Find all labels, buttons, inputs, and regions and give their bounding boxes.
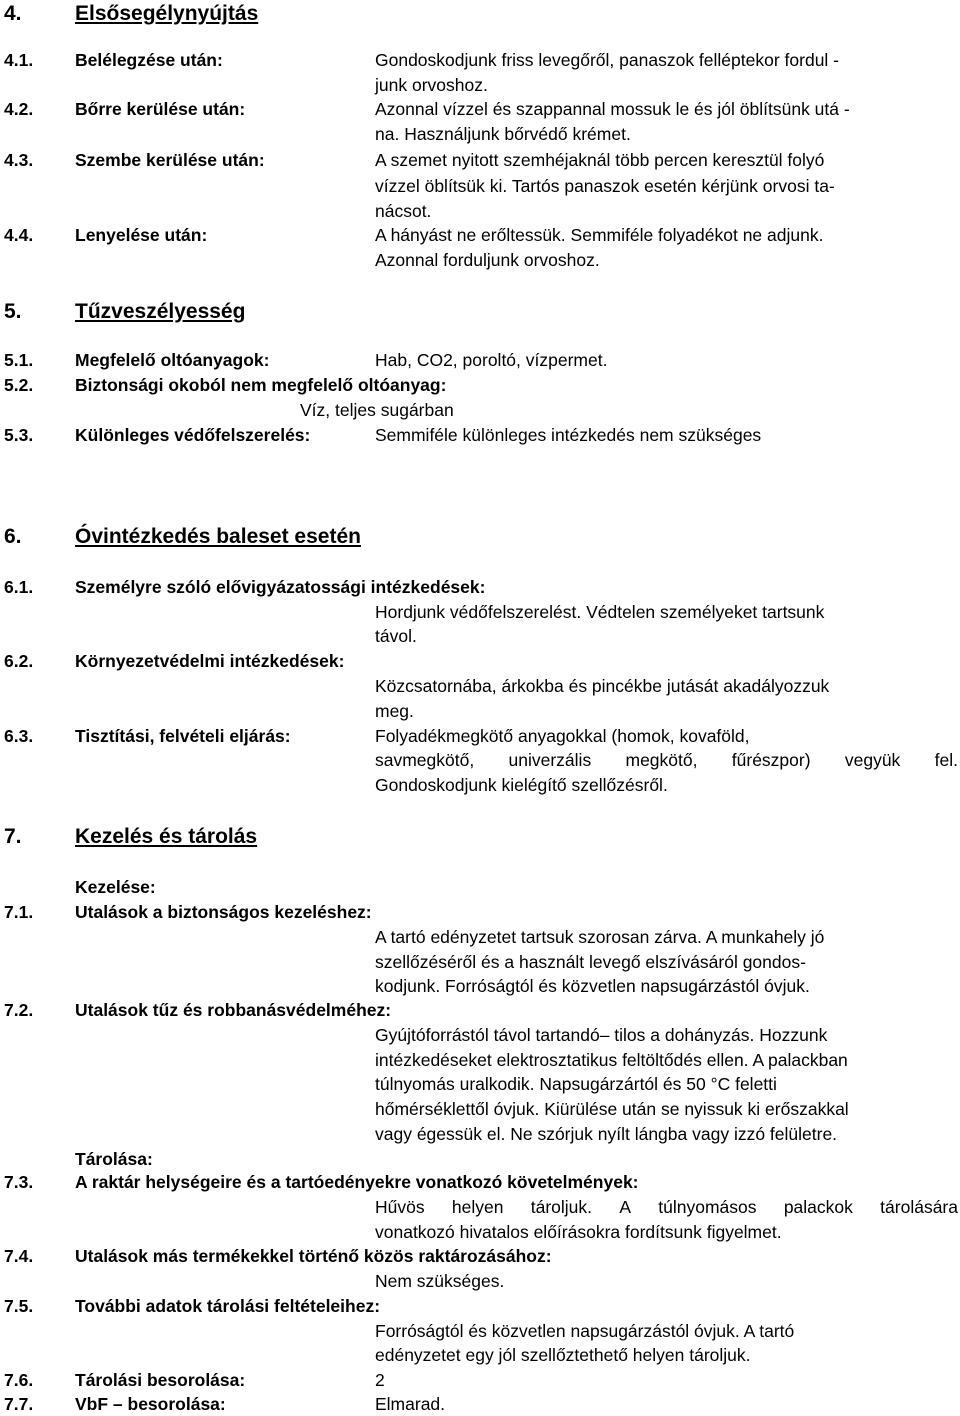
item-7-4-label: Utalások más termékekkel történő közös raktározásához:	[75, 1246, 552, 1266]
item-6-2-label: Környezetvédelmi intézkedések:	[75, 651, 345, 671]
section-5-number: 5.	[4, 300, 22, 323]
item-4-3-label: Szembe kerülése után:	[75, 150, 265, 170]
item-6-3-text-line: Folyadékmegkötő anyagokkal (homok, kovaföld,	[375, 726, 750, 746]
item-6-3-number: 6.3.	[4, 726, 34, 746]
item-6-1-text-line: Hordjunk védőfelszerelést. Védtelen személyeket tartsunk	[375, 602, 825, 622]
item-6-2-text-line: meg.	[375, 701, 414, 721]
item-5-3-number: 5.3.	[4, 425, 34, 445]
item-5-1-number: 5.1.	[4, 350, 34, 370]
item-7-3-label: A raktár helységeire és a tartóedényekre vonatkozó követelmények:	[75, 1172, 639, 1192]
item-6-1-text-line: távol.	[375, 626, 417, 646]
section-7-title: Kezelés és tárolás	[75, 825, 258, 848]
item-7-6-value: 2	[375, 1370, 385, 1390]
item-7-2-text-line: vagy égessük el. Ne szórjuk nyílt lángba vagy izzó felületre.	[375, 1124, 838, 1144]
section-4-title: Elsősegélynyújtás	[75, 2, 259, 25]
item-7-3-text-line: Hűvös helyen tároljuk. A túlnyomásos palackok tárolására	[375, 1197, 958, 1217]
item-5-1-label: Megfelelő oltóanyagok:	[75, 350, 270, 370]
item-7-5-text-line: edényzetet egy jól szellőztethető helyen tároljuk.	[375, 1345, 751, 1365]
item-6-1-label: Személyre szóló elővigyázatossági intézkedések:	[75, 577, 486, 597]
item-4-4-text-line: A hányást ne erőltessük. Semmiféle folyadékot ne adjunk.	[375, 225, 824, 245]
item-7-3-text-line: vonatkozó hivatalos előírásokra fordítsunk figyelmet.	[375, 1222, 782, 1242]
item-5-2-text: Víz, teljes sugárban	[300, 400, 454, 420]
item-4-4-label: Lenyelése után:	[75, 225, 208, 245]
item-7-1-number: 7.1.	[4, 902, 34, 922]
item-7-6-number: 7.6.	[4, 1370, 34, 1390]
subsection-handling-heading: Kezelése:	[75, 877, 156, 897]
item-6-3-text-line: savmegkötő, univerzális megkötő, fűrészpor) vegyük fel.	[375, 750, 958, 770]
section-5-title: Tűzveszélyesség	[75, 300, 246, 323]
subsection-storage-heading: Tárolása:	[75, 1149, 153, 1169]
item-7-5-text-line: Forróságtól és közvetlen napsugárzástól óvjuk. A tartó	[375, 1321, 795, 1341]
item-5-1-text: Hab, CO2, poroltó, vízpermet.	[375, 350, 608, 370]
section-6-title: Óvintézkedés baleset esetén	[75, 525, 361, 548]
item-7-7-label: VbF – besorolása:	[75, 1394, 226, 1414]
item-6-3-label: Tisztítási, felvételi eljárás:	[75, 726, 291, 746]
item-4-1-text-line: junk orvoshoz.	[375, 75, 488, 95]
item-5-3-label: Különleges védőfelszerelés:	[75, 425, 311, 445]
item-7-2-text-line: intézkedéseket elektrosztatikus feltöltődés ellen. A palackban	[375, 1050, 848, 1070]
item-7-6-label: Tárolási besorolása:	[75, 1370, 246, 1390]
item-7-2-label: Utalások tűz és robbanásvédelméhez:	[75, 1000, 392, 1020]
item-6-2-text-line: Közcsatornába, árkokba és pincékbe jutását akadályozzuk	[375, 676, 830, 696]
item-7-2-text-line: túlnyomás uralkodik. Napsugárzártól és 50 °C feletti	[375, 1074, 777, 1094]
item-4-2-text-line: Azonnal vízzel és szappannal mossuk le és jól öblítsünk utá -	[375, 99, 850, 119]
item-5-3-text: Semmiféle különleges intézkedés nem szükséges	[375, 425, 762, 445]
item-7-7-value: Elmarad.	[375, 1394, 446, 1414]
item-7-1-text-line: szellőzéséről és a használt levegő elszívásáról gondos-	[375, 952, 806, 972]
item-4-4-number: 4.4.	[4, 225, 34, 245]
item-7-1-text-line: A tartó edényzetet tartsuk szorosan zárva. A munkahely jó	[375, 927, 825, 947]
item-6-1-number: 6.1.	[4, 577, 34, 597]
item-4-3-text-line: vízzel öblítsük ki. Tartós panaszok esetén kérjünk orvosi ta-	[375, 176, 835, 196]
item-4-2-text-line: na. Használjunk bőrvédő krémet.	[375, 124, 631, 144]
item-7-1-text-line: kodjunk. Forróságtól és közvetlen napsugárzástól óvjuk.	[375, 976, 810, 996]
item-4-3-text-line: nácsot.	[375, 201, 432, 221]
item-4-2-number: 4.2.	[4, 99, 34, 119]
item-7-5-label: További adatok tárolási feltételeihez:	[75, 1296, 381, 1316]
item-5-2-label: Biztonsági okoból nem megfelelő oltóanyag:	[75, 375, 447, 395]
item-4-3-number: 4.3.	[4, 150, 34, 170]
item-7-3-number: 7.3.	[4, 1172, 34, 1192]
item-4-1-label: Belélegzése után:	[75, 50, 223, 70]
section-4-number: 4.	[4, 2, 22, 25]
item-6-2-number: 6.2.	[4, 651, 34, 671]
section-7-number: 7.	[4, 825, 22, 848]
item-4-4-text-line: Azonnal forduljunk orvoshoz.	[375, 250, 600, 270]
item-7-7-number: 7.7.	[4, 1394, 34, 1414]
item-7-5-number: 7.5.	[4, 1296, 34, 1316]
item-7-1-label: Utalások a biztonságos kezeléshez:	[75, 902, 372, 922]
item-4-1-text-line: Gondoskodjunk friss levegőről, panaszok felléptekor fordul -	[375, 50, 839, 70]
item-7-2-text-line: Gyújtóforrástól távol tartandó– tilos a dohányzás. Hozzunk	[375, 1025, 828, 1045]
item-7-4-text-line: Nem szükséges.	[375, 1271, 505, 1291]
section-6-number: 6.	[4, 525, 22, 548]
item-4-1-number: 4.1.	[4, 50, 34, 70]
item-7-2-text-line: hőmérséklettől óvjuk. Kiürülése után se nyissuk ki erőszakkal	[375, 1099, 849, 1119]
item-4-3-text-line: A szemet nyitott szemhéjaknál több percen keresztül folyó	[375, 150, 825, 170]
item-7-2-number: 7.2.	[4, 1000, 34, 1020]
item-7-4-number: 7.4.	[4, 1246, 34, 1266]
item-6-3-text-line: Gondoskodjunk kielégítő szellőzésről.	[375, 775, 668, 795]
item-4-2-label: Bőrre kerülése után:	[75, 99, 246, 119]
item-5-2-number: 5.2.	[4, 375, 34, 395]
